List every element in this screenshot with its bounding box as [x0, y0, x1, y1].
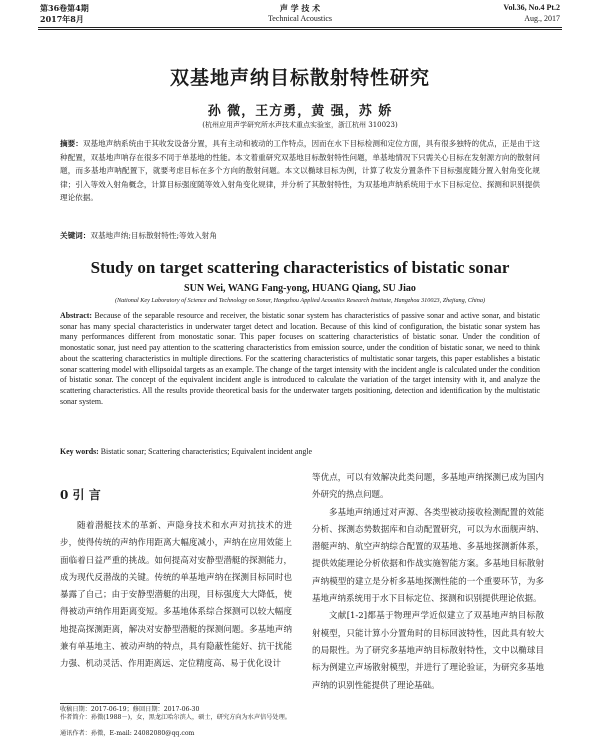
body-column-right — [312, 470, 544, 695]
footnote-corresponding: 通讯作者：孙微，E-mail: 24082080@qq.com — [60, 730, 195, 737]
keywords-cn-label: 关键词： — [60, 231, 91, 240]
volume-label: Vol.36, No.4 Pt.2 — [503, 3, 560, 12]
journal-name-en: Technical Acoustics — [267, 14, 333, 23]
running-header — [0, 0, 600, 26]
header-rule — [38, 27, 562, 28]
abstract-en-label: Abstract: — [60, 311, 92, 320]
issue-date: 2017年8月 — [40, 14, 84, 24]
affiliation-en: (National Key Laboratory of Science and Technology on Sonar, Hangzhou Applied Acoustics Research Institute, Hangzhou 310023, Zhejiang, China) — [114, 297, 486, 304]
keywords-en — [60, 447, 540, 456]
keywords-cn-text: 双基地声纳;目标散射特性;等效入射角 — [90, 231, 217, 240]
abstract-en — [60, 311, 540, 407]
body-paragraph: 等优点，可以有效解决此类问题，多基地声纳探测已成为国内外研究的热点问题。 — [312, 473, 544, 501]
footnote-rule — [60, 703, 160, 704]
journal-name-cn: 声 学 技 术 — [279, 3, 321, 13]
keywords-en-label: Key words: — [60, 447, 99, 456]
paper-title-en: Study on target scattering characteristics of bistatic sonar — [90, 258, 510, 277]
keywords-en-text: Bistatic sonar; Scattering characteristics; Equivalent incident angle — [100, 447, 313, 456]
paper-title-cn: 双基地声纳目标散射特性研究 — [169, 67, 430, 89]
keywords-cn — [60, 230, 540, 241]
footnote-received: 收稿日期：2017-06-19；修回日期：2017-06-30 — [60, 706, 200, 713]
abstract-cn-text: 双基地声纳系统由于其收发设备分置，具有主动和被动的工作特点，因而在水下目标检测和定位方面，具有很多独特的优点，正是由于这种配置，双基地声呐存在很多不同于单基地的性能。本文着重研究双基地目标散射特性问题，单基地情况下只需关心目标在发射源方向的散射问题，而多基地声呐配置下，就要考虑目标在多个方向的散射问题。本文以椭球目标为例，计算了收发分置条件下目标强度随分置入射角变化规律；引入等效入射角概念，计算目标强度随等效入射角变化规律，并分析了其散射特性，为双基地声纳系统用于水下目标定位、探测和识别提供理论依据。 — [60, 139, 540, 202]
header-rule-2 — [38, 29, 562, 30]
abstract-en-text: Because of the separable resource and receiver, the bistatic sonar system has characteristics of passive sonar and active sonar, and bistatic sonar has many special characteristics in underwater target detect and location. Because of this kind of configuration, the bistatic sonar system has many performances different from monostatic sonar. This paper focuses on scattering characteristics of bistatic sonar. Under the condition of monostatic sonar, just need pay attention to the scattering characteristics from emission source, under the condition of bistatic sonar, we need to think about the scattering characteristics in multiple directions. For the scattering characteristics of multistatic sonar targets, this paper establishes a bistatic sonar scattering model with ellipsoidal targets as an example. The change of the target intensity with the incident angle is calculated under the condition of bistatic sonar. The concept of the equivalent incident angle is introduced to calculate the variation of the target intensity with it, and analyze the scattering characteristics. All the results provide theoretical basis for the underwater targets positioning, detection and identification by the multistatic sonar system. — [60, 311, 540, 406]
abstract-cn-label: 摘要： — [60, 139, 83, 148]
body-column-left: 随着潜艇技术的革新、声隐身技术和水声对抗技术的进步，使得传统的声纳作用距离大幅度减小，声纳在应用效能上面临着日益严重的挑战。如何提高对安静型潜艇的探测能力，成为现代反潜战的关键。传统的单基地声纳在探测目标同时也暴露了自己；由于安静型潜艇的出现，目标强度大大降低，使得被动声纳作用距离变短。多基地体系综合探测可以较大幅度地提高探测距离，解决对安静型潜艇的探测问题。多基地声纳兼有单基地主、被动声纳的特点，具有隐蔽性能好、抗干扰能力强、机动灵活、作用距离远、定位精度高、易于优化设计 — [60, 521, 292, 670]
body-paragraph: 文献[1-2]都基于物理声学近似建立了双基地声纳目标散射模型，只能计算小分置角时的目标回波特性，因此具有较大的局限性。为了研究多基地声纳目标散射特性，文中以椭球目标为例建立声场散射模型，并进行了理论验证，为研究多基地声纳的识别性能提供了理论基础。 — [312, 611, 544, 691]
date-en: Aug., 2017 — [524, 14, 560, 23]
abstract-cn — [60, 137, 540, 205]
authors-cn: 孙 微，王方勇，黄 强，苏 娇 — [207, 104, 393, 119]
affiliation-cn: (杭州应用声学研究所水声技术重点实验室，浙江杭州 310023) — [202, 121, 398, 129]
body-paragraph: 多基地声纳通过对声源、各类型被动接收检测配置的效能分析、探测态势数据库和自动配置研究，可以为水面舰声纳、潜艇声纳、航空声纳综合配置的双基地、多基地探测新体系，提供效能理论分析依据和作战实施智能方案。多基地目标散射声纳模型的建立是分析多基地探测性能的一个重要环节，为多基地声纳系统用于水下目标定位、探测和识别提供理论依据。 — [312, 507, 544, 605]
authors-en: SUN Wei, WANG Fang-yong, HUANG Qiang, SU Jiao — [184, 283, 416, 294]
section-heading-introduction: 0 引 言 — [60, 488, 101, 502]
issue-number: 第36卷第4期 — [40, 3, 89, 13]
footnote-author: 作者简介：孙微(1988－)，女，黑龙江哈尔滨人，硕士，研究方向为水声信号处理。 — [60, 714, 291, 721]
